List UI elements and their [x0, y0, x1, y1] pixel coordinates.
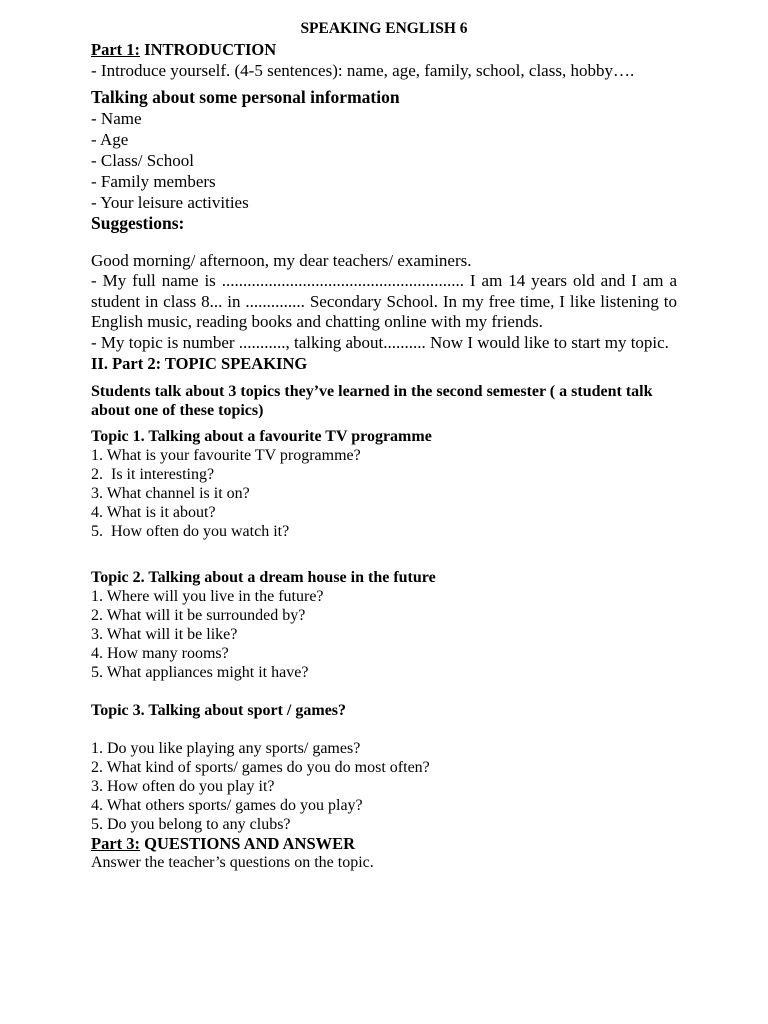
topic-question: 3. What channel is it on? [91, 485, 250, 503]
topic-question: 2. Is it interesting? [91, 466, 215, 484]
topic-question: 1. Do you like playing any sports/ games? [91, 740, 361, 758]
suggestions-heading: Suggestions: [91, 212, 185, 233]
personal-info-item: - Name [91, 108, 142, 128]
suggestion-paragraph: - My topic is number ..........., talking about.......... Now I would like to start my topic. [91, 333, 669, 353]
personal-info-item: - Age [91, 129, 129, 149]
part1-label: Part 1: [91, 40, 141, 59]
topic-question: 3. How often do you play it? [91, 778, 275, 796]
topic-title: Topic 1. Talking about a favourite TV programme [91, 428, 432, 446]
part3-title: QUESTIONS AND ANSWER [144, 834, 356, 854]
personal-info-item: - Class/ School [91, 150, 194, 170]
part3-instruction: Answer the teacher’s questions on the topic. [91, 854, 374, 872]
topic-question: 3. What will it be like? [91, 626, 238, 644]
part1-title: INTRODUCTION [144, 40, 277, 59]
topic-title: Topic 2. Talking about a dream house in the future [91, 569, 436, 587]
topic-question: 1. Where will you live in the future? [91, 588, 324, 606]
topic-question: 4. What is it about? [91, 504, 216, 522]
document-page [91, 18, 677, 872]
topic-question: 5. How often do you watch it? [91, 523, 290, 541]
topic-question: 5. What appliances might it have? [91, 664, 309, 682]
topic-question: 2. What will it be surrounded by? [91, 607, 306, 625]
topic-question: 5. Do you belong to any clubs? [91, 816, 291, 834]
part2-intro: Students talk about 3 topics they’ve learned in the second semester ( a student talk about one of these topics) [91, 383, 653, 420]
suggestion-paragraph: - My full name is ......................................................... I am 14 years old and I am a student in class 8... in .............. Secondary School. In my free time, I like listening to English music, reading books and chatting online with my friends. [91, 271, 677, 332]
part1-heading [91, 39, 677, 60]
topic-question: 2. What kind of sports/ games do you do most often? [91, 759, 430, 777]
part2-heading: II. Part 2: TOPIC SPEAKING [91, 353, 308, 373]
document-title: SPEAKING ENGLISH 6 [300, 20, 468, 37]
part3-heading [91, 834, 677, 853]
suggestion-greeting: Good morning/ afternoon, my dear teachers/ examiners. [91, 251, 472, 270]
topic-question: 1. What is your favourite TV programme? [91, 447, 361, 465]
part1-instruction: - Introduce yourself. (4-5 sentences): name, age, family, school, class, hobby…. [91, 61, 635, 80]
personal-info-item: - Your leisure activities [91, 192, 249, 212]
part3-label: Part 3: [91, 834, 141, 854]
personal-info-item: - Family members [91, 171, 216, 191]
topic-question: 4. How many rooms? [91, 645, 229, 663]
topic-title: Topic 3. Talking about sport / games? [91, 702, 347, 720]
personal-info-heading: Talking about some personal information [91, 87, 400, 107]
topic-question: 4. What others sports/ games do you play? [91, 797, 363, 815]
